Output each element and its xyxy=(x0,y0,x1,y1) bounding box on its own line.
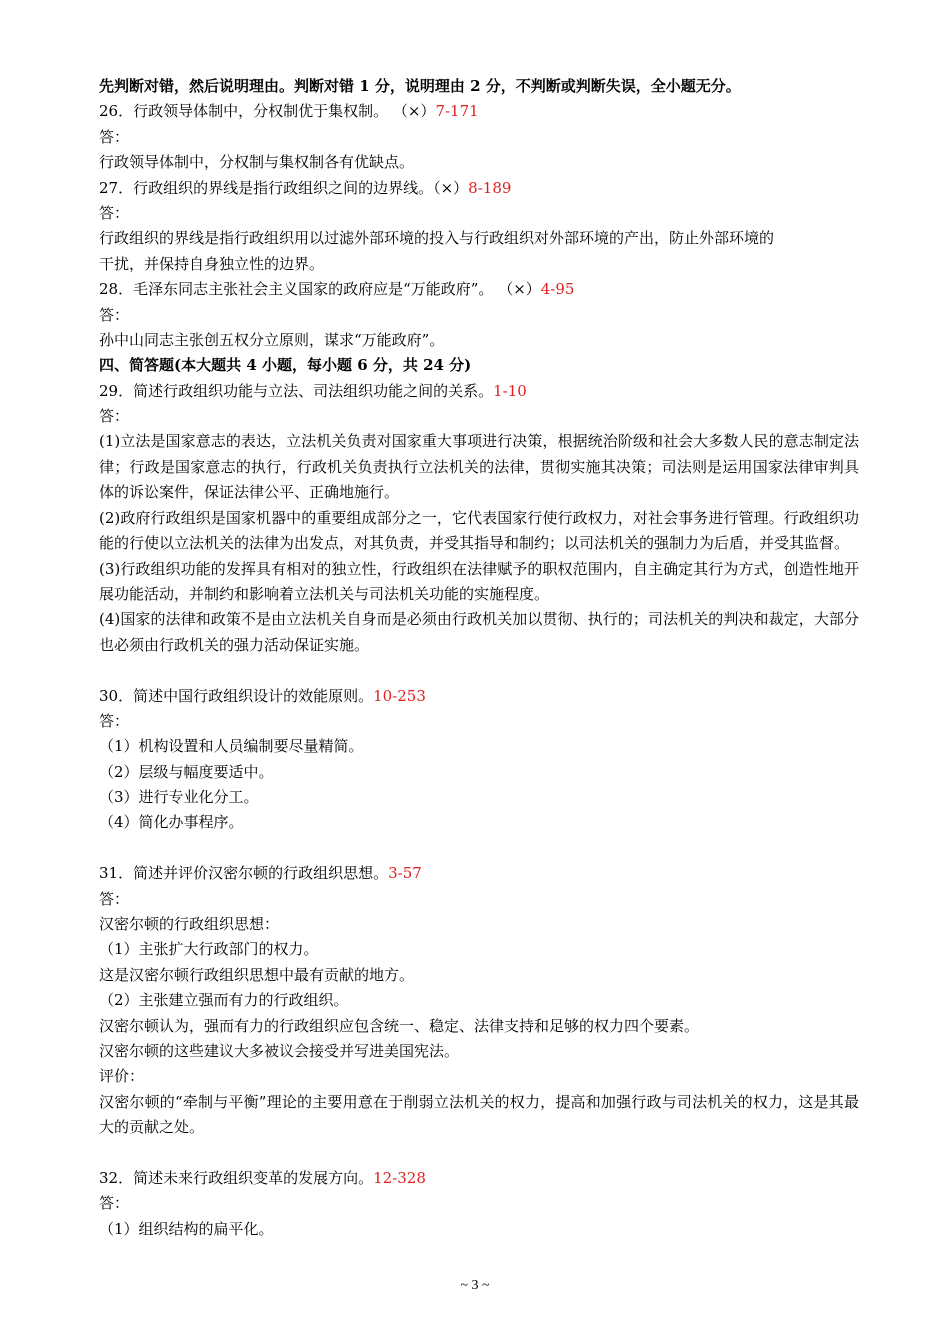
question-31: 31．简述并评价汉密尔顿的行政组织思想。3-57 xyxy=(99,864,422,883)
question-26: 26．行政领导体制中，分权制优于集权制。 （×）7-171 xyxy=(99,102,479,121)
list-item: （4）简化办事程序。 xyxy=(99,813,244,832)
page-reference: 3-57 xyxy=(388,864,422,883)
page-reference: 10-253 xyxy=(373,686,426,705)
answer-text: 行政领导体制中，分权制与集权制各有优缺点。 xyxy=(99,153,415,172)
page-reference: 1-10 xyxy=(493,381,527,400)
answer-text: 行政组织的界线是指行政组织用以过滤外部环境的投入与行政组织对外部环境的产出，防止外部环境的 xyxy=(99,229,775,248)
list-item: （2）层级与幅度要适中。 xyxy=(99,762,274,781)
question-29: 29．简述行政组织功能与立法、司法组织功能之间的关系。1-10 xyxy=(99,381,527,400)
answer-label: 答： xyxy=(99,203,130,222)
question-32: 32．简述未来行政组织变革的发展方向。12-328 xyxy=(99,1168,426,1187)
answer-paragraph: (3)行政组织功能的发挥具有相对的独立性，行政组织在法律赋予的职权范围内，自主确定其行为方式，创造性地开展功能活动，并制约和影响着立法机关与司法机关功能的实施程度。 xyxy=(99,559,859,603)
judgment-instruction: 先判断对错，然后说明理由。判断对错 1 分，说明理由 2 分，不判断或判断失误，全小题无分。 xyxy=(99,77,741,95)
blank-line xyxy=(99,658,859,683)
answer-label: 答： xyxy=(99,1194,130,1213)
answer-paragraph: (1)立法是国家意志的表达，立法机关负责对国家重大事项进行决策，根据统治阶级和社会大多数人民的意志制定法律；行政是国家意志的执行，行政机关负责执行立法机关的法律，贯彻实施其决策；司法则是运用国家法律审判具体的诉讼案件，保证法律公平、正确地施行。 xyxy=(99,432,859,502)
answer-paragraph: (2)政府行政组织是国家机器中的重要组成部分之一，它代表国家行使行政权力，对社会事务进行管理。行政组织功能的行使以立法机关的法律为出发点，对其负责，并受其指导和制约；以司法机关的强制力为后盾，并受其监督。 xyxy=(99,508,859,553)
list-item: （1）组织结构的扁平化。 xyxy=(99,1219,274,1238)
question-27: 27．行政组织的界线是指行政组织之间的边界线。（×）8-189 xyxy=(99,178,512,197)
answer-label: 答： xyxy=(99,407,130,426)
answer-text: （1）主张扩大行政部门的权力。 xyxy=(99,940,319,959)
list-item: （1）机构设置和人员编制要尽量精简。 xyxy=(99,737,364,756)
answer-text: 评价： xyxy=(99,1067,145,1086)
page-number: ~ 3 ~ xyxy=(460,1278,490,1293)
answer-text: （2）主张建立强而有力的行政组织。 xyxy=(99,991,349,1010)
section-heading: 四、简答题(本大题共 4 小题，每小题 6 分，共 24 分) xyxy=(99,356,472,375)
answer-label: 答： xyxy=(99,889,130,908)
answer-label: 答： xyxy=(99,711,130,730)
answer-label: 答： xyxy=(99,305,130,324)
answer-label: 答： xyxy=(99,127,130,146)
document-page xyxy=(99,74,859,1242)
answer-text: 汉密尔顿的这些建议大多被议会接受并写进美国宪法。 xyxy=(99,1041,460,1060)
answer-text: 这是汉密尔顿行政组织思想中最有贡献的地方。 xyxy=(99,965,415,984)
answer-text: 汉密尔顿的行政组织思想： xyxy=(99,915,280,934)
page-reference: 4-95 xyxy=(540,280,575,299)
answer-text: 孙中山同志主张创五权分立原则，谋求“万能政府”。 xyxy=(99,330,445,349)
page-reference: 12-328 xyxy=(373,1168,426,1187)
page-reference: 7-171 xyxy=(435,102,479,121)
answer-paragraph: (4)国家的法律和政策不是由立法机关自身而是必须由行政机关加以贯彻、执行的；司法机关的判决和裁定，大部分也必须由行政机关的强力活动保证实施。 xyxy=(99,610,859,654)
blank-line xyxy=(99,1141,859,1166)
page-reference: 8-189 xyxy=(468,178,512,197)
list-item: （3）进行专业化分工。 xyxy=(99,788,259,807)
blank-line xyxy=(99,836,859,861)
question-30: 30．简述中国行政组织设计的效能原则。10-253 xyxy=(99,686,426,705)
question-28: 28．毛泽东同志主张社会主义国家的政府应是“万能政府”。 （×）4-95 xyxy=(99,280,575,299)
answer-paragraph: 汉密尔顿的“牵制与平衡”理论的主要用意在于削弱立法机关的权力，提高和加强行政与司法机关的权力，这是其最大的贡献之处。 xyxy=(99,1092,859,1137)
answer-text: 干扰，并保持自身独立性的边界。 xyxy=(99,254,325,273)
answer-text: 汉密尔顿认为，强而有力的行政组织应包含统一、稳定、法律支持和足够的权力四个要素。 xyxy=(99,1016,700,1035)
